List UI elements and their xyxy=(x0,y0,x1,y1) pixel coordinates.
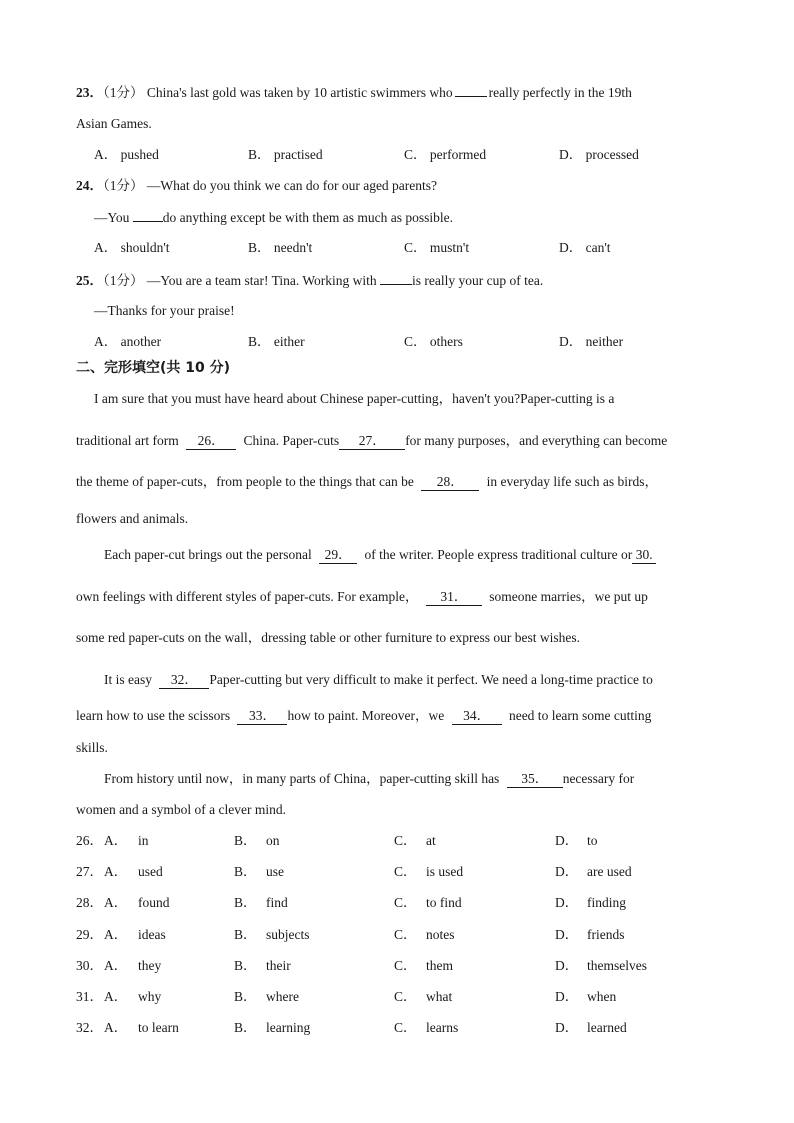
option-c: them xyxy=(426,957,453,973)
question-24-line1 xyxy=(76,176,437,196)
option-b: where xyxy=(266,989,299,1004)
question-25-line1: 25．（1分） —You are a team star! Tina. Working with is really your cup of tea. xyxy=(76,270,543,291)
answer-blank xyxy=(133,207,163,222)
cloze-question-number: 31． xyxy=(76,989,103,1004)
blank-33: 33． xyxy=(237,708,287,725)
option-letter-d: D． xyxy=(555,864,579,880)
option-letter-a: A． xyxy=(104,957,128,973)
option-letter-b: B． xyxy=(234,1020,257,1036)
option-letter-d: D． xyxy=(555,926,579,942)
answer-blank xyxy=(380,270,412,285)
option-letter-c: C． xyxy=(394,895,417,911)
option-d: D． processed xyxy=(559,147,639,162)
blank-30: 30. xyxy=(632,547,656,564)
blank-35: 35． xyxy=(507,771,563,788)
blank-26: 26． xyxy=(186,433,236,450)
question-24-line2: —You do anything except be with them as much as possible. xyxy=(94,207,453,228)
question-text: —What do you think we can do for our aged parents? xyxy=(146,178,438,193)
option-b: B． either xyxy=(248,334,305,349)
cloze-question-number: 28． xyxy=(76,895,103,911)
cloze-option-row xyxy=(76,987,736,1007)
option-c: is used xyxy=(426,864,464,880)
question-number: 23． xyxy=(76,85,103,100)
passage-p1-line4: flowers and animals. xyxy=(76,511,189,526)
option-letter-c: C． xyxy=(394,989,417,1004)
passage-p3-line3: skills. xyxy=(76,740,108,755)
option-letter-b: B． xyxy=(234,926,257,942)
option-b: on xyxy=(266,833,280,848)
option-d: D． can't xyxy=(559,240,611,255)
question-number: 24． xyxy=(76,178,103,193)
option-letter-b: B． xyxy=(234,895,257,911)
passage-p1-line3: the theme of paper-cuts，from people to the things that can be 28． in everyday life such as birds， xyxy=(76,474,658,489)
question-23-line2: Asian Games. xyxy=(76,116,152,131)
passage-p2-line3: some red paper-cuts on the wall，dressing table or other furniture to express our best wishes. xyxy=(76,630,580,645)
cloze-question-number: 30． xyxy=(76,957,103,973)
cloze-option-row xyxy=(76,831,736,851)
option-letter-c: C． xyxy=(394,957,417,973)
option-d: themselves xyxy=(587,957,647,973)
cloze-option-row xyxy=(76,862,736,882)
option-a: A． pushed xyxy=(94,147,159,162)
option-a: found xyxy=(138,895,170,911)
blank-27: 27． xyxy=(339,433,405,450)
option-a: why xyxy=(138,989,162,1004)
option-letter-c: C． xyxy=(394,833,417,848)
option-letter-a: A． xyxy=(104,926,128,942)
option-d: are used xyxy=(587,864,632,880)
option-c: C． mustn't xyxy=(404,240,470,255)
passage-p3-line2: learn how to use the scissors 33． how to paint. Moreover，we 34． need to learn some cutting xyxy=(76,708,652,723)
passage-p4-line1: From history until now，in many parts of China，paper-cutting skill has 35． necessary for xyxy=(104,771,635,786)
option-letter-a: A． xyxy=(104,864,128,880)
option-a: A． shouldn't xyxy=(94,240,170,255)
option-letter-d: D． xyxy=(555,1020,579,1036)
option-letter-b: B． xyxy=(234,833,257,848)
option-c: learns xyxy=(426,1020,459,1036)
option-d: to xyxy=(587,833,598,848)
option-b: subjects xyxy=(266,926,310,942)
option-b: use xyxy=(266,864,284,880)
option-a: in xyxy=(138,833,149,848)
option-d: learned xyxy=(587,1020,627,1036)
option-c: at xyxy=(426,833,436,848)
section-title: 二、完形填空(共 10 分) xyxy=(76,360,231,376)
blank-28: 28． xyxy=(421,474,479,491)
option-c: C． performed xyxy=(404,147,487,162)
option-a: to learn xyxy=(138,1020,179,1036)
answer-blank xyxy=(455,82,487,97)
option-letter-b: B． xyxy=(234,989,257,1004)
question-text: China's last gold was taken by 10 artistic swimmers who xyxy=(146,85,453,100)
option-b: their xyxy=(266,957,291,973)
option-letter-b: B． xyxy=(234,864,257,880)
option-letter-a: A． xyxy=(104,833,128,848)
option-a: A． another xyxy=(94,334,162,349)
option-letter-c: C． xyxy=(394,864,417,880)
question-score: （1分） xyxy=(103,273,144,288)
cloze-option-row xyxy=(76,1018,736,1038)
option-a: they xyxy=(138,957,162,973)
passage-p1-line2: traditional art form 26． China. Paper-cuts 27． for many purposes，and everything can become xyxy=(76,433,668,448)
question-24-options xyxy=(0,238,794,258)
passage-p2-line1: Each paper-cut brings out the personal 29． of the writer. People express traditional culture or 30. xyxy=(104,545,744,565)
question-25-line2: —Thanks for your praise! xyxy=(94,303,235,318)
option-letter-c: C． xyxy=(394,1020,417,1036)
option-b: find xyxy=(266,895,288,911)
blank-32: 32． xyxy=(159,672,209,689)
option-d: D． neither xyxy=(559,334,624,349)
option-letter-a: A． xyxy=(104,895,128,911)
option-letter-d: D． xyxy=(555,957,579,973)
passage-p3-line1: It is easy 32． Paper-cutting but very difficult to make it perfect. We need a long-time practice to xyxy=(104,672,653,687)
question-score: （1分） xyxy=(103,178,144,193)
blank-29: 29． xyxy=(319,547,357,564)
question-23-options xyxy=(0,145,794,165)
cloze-question-number: 26． xyxy=(76,833,103,848)
passage-p1-line1: I am sure that you must have heard about Chinese paper-cutting，haven't you?Paper-cutting is a xyxy=(94,391,615,406)
passage-p4-line2: women and a symbol of a clever mind. xyxy=(76,802,286,817)
option-c: to find xyxy=(426,895,462,911)
cloze-option-row xyxy=(76,925,736,945)
option-letter-c: C． xyxy=(394,926,417,942)
option-letter-a: A． xyxy=(104,989,128,1004)
question-25-options xyxy=(0,332,794,352)
option-letter-a: A． xyxy=(104,1020,128,1036)
blank-34: 34． xyxy=(452,708,502,725)
question-23-line1 xyxy=(76,82,632,103)
passage-p2-line2: own feelings with different styles of paper-cuts. For example， 31． someone marries，we put up xyxy=(76,589,648,604)
cloze-question-number: 29． xyxy=(76,926,103,942)
cloze-option-row xyxy=(76,956,736,976)
option-letter-d: D． xyxy=(555,895,579,911)
cloze-question-number: 32． xyxy=(76,1020,103,1036)
question-number: 25． xyxy=(76,273,103,288)
option-b: B． practised xyxy=(248,147,323,162)
question-text: really perfectly in the 19th xyxy=(488,85,632,100)
option-a: used xyxy=(138,864,163,880)
option-b: B． needn't xyxy=(248,240,313,255)
option-letter-d: D． xyxy=(555,989,579,1004)
option-letter-d: D． xyxy=(555,833,579,848)
question-score: （1分） xyxy=(103,85,144,100)
option-b: learning xyxy=(266,1020,311,1036)
option-a: ideas xyxy=(138,926,166,942)
option-c: notes xyxy=(426,926,455,942)
option-d: when xyxy=(587,989,617,1004)
option-c: C． others xyxy=(404,334,463,349)
cloze-question-number: 27． xyxy=(76,864,103,880)
cloze-option-row xyxy=(76,893,736,913)
option-letter-b: B． xyxy=(234,957,257,973)
option-d: friends xyxy=(587,926,625,942)
blank-31: 31． xyxy=(426,589,482,606)
option-d: finding xyxy=(587,895,626,911)
option-c: what xyxy=(426,989,453,1004)
